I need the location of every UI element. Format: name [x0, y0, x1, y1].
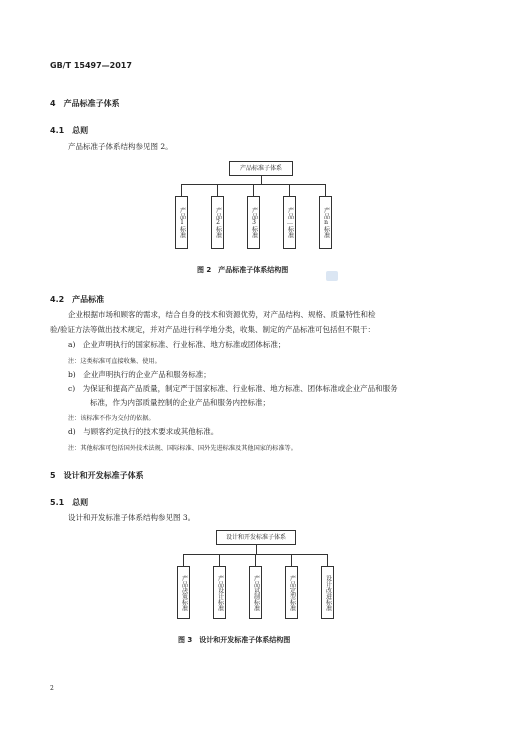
fig3-connector	[219, 554, 220, 566]
fig3-box-2: 产品设计标准	[213, 566, 226, 619]
fig3-connector	[291, 554, 292, 566]
fig2-box-4: 产品…标准	[283, 196, 296, 249]
fig2-box-1: 产品1标准	[175, 196, 188, 249]
fig2-box-3: 产品3标准	[247, 196, 260, 249]
fig2-connector	[325, 184, 326, 196]
section-4-1-title: 4.1 总则	[50, 126, 89, 135]
fig3-box-3: 产品试制标准	[249, 566, 262, 619]
section-5-1-text: 设计和开发标准子体系结构参见图 3。	[68, 513, 196, 522]
fig3-connector	[327, 554, 328, 566]
note-d: 注：其他标准可包括国外技术法规、国际标准、国外先进标准及其他国家的标准等。	[68, 445, 297, 452]
fig2-box-2: 产品2标准	[211, 196, 224, 249]
fig2-box-5: 产品n标准	[319, 196, 332, 249]
note-c: 注：该标准不作为交付的依据。	[68, 415, 155, 422]
section-5-title: 5 设计和开发标准子体系	[50, 471, 144, 480]
fig2-connector	[261, 176, 262, 184]
watermark-icon	[326, 271, 338, 281]
list-item-c-line1: c) 为保证和提高产品质量，制定严于国家标准、行业标准、地方标准、团体标准或企业产品和服务	[68, 384, 398, 393]
fig2-connector	[253, 184, 254, 196]
fig3-box-1: 产品决策标准	[177, 566, 190, 619]
fig3-box-4: 产品定型标准	[285, 566, 298, 619]
figure-2-caption: 图 2 产品标准子体系结构图	[197, 266, 289, 274]
document-code: GB/T 15497—2017	[50, 61, 132, 70]
fig2-top-box: 产品标准子体系	[229, 161, 293, 176]
fig3-connector	[255, 554, 256, 566]
section-4-1-text: 产品标准子体系结构参见图 2。	[68, 142, 173, 151]
fig3-connector	[183, 554, 184, 566]
list-item-d: d) 与顾客约定执行的技术要求或其他标准。	[68, 427, 219, 436]
fig2-connector	[289, 184, 290, 196]
fig2-connector	[181, 184, 182, 196]
fig3-box-5: 设计改进标准	[321, 566, 334, 619]
page-number: 2	[50, 685, 54, 692]
fig2-connector	[217, 184, 218, 196]
section-5-1-title: 5.1 总则	[50, 498, 89, 507]
section-4-2-para-line2: 验/验证方法等做出技术规定，并对产品进行科学地分类，收集、制定的产品标准可包括但不限于：	[50, 325, 376, 334]
fig3-connector	[256, 545, 257, 554]
figure-3-caption: 图 3 设计和开发标准子体系结构图	[178, 636, 291, 644]
list-item-c-line2: 标准，作为内部质量控制的企业产品和服务内控标准；	[90, 398, 270, 407]
fig3-top-box: 设计和开发标准子体系	[216, 530, 296, 545]
section-4-2-title: 4.2 产品标准	[50, 295, 105, 304]
section-4-title: 4 产品标准子体系	[50, 99, 120, 108]
note-a: 注：这类标准可直接收集、使用。	[68, 358, 161, 365]
list-item-a: a) 企业声明执行的国家标准、行业标准、地方标准或团体标准；	[68, 340, 286, 349]
list-item-b: b) 企业声明执行的企业产品和服务标准；	[68, 370, 211, 379]
section-4-2-para-line1: 企业根据市场和顾客的需求，结合自身的技术和资源优势，对产品结构、规格、质量特性和检	[68, 310, 376, 319]
